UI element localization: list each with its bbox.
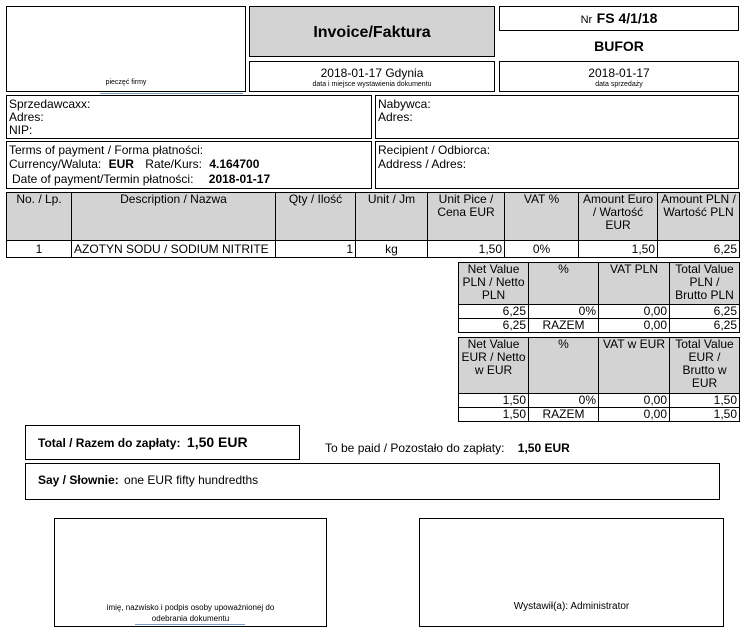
issuer-signature-box [419,518,724,627]
invoice-status: BUFOR [594,38,644,54]
items-header-amount-eur: Amount Euro / Wartość EUR [579,193,658,241]
company-stamp-label: pieczęć firmy [105,79,147,86]
summary-pln-table [458,262,740,333]
issue-date-place: 2018-01-17 Gdynia [320,66,424,80]
items-header-description: Description / Nazwa [72,193,276,241]
summary-eur-header-total: Total Value EUR / Brutto w EUR [670,338,740,394]
summary-eur-net: 1,50 [459,394,529,408]
say-line [38,473,258,487]
to-be-paid-value: 1,50 EUR [517,441,570,455]
summary-pln-pct: RAZEM [529,319,599,333]
items-table [6,192,740,258]
table-row [459,394,740,408]
issuer-signature-label: Wystawił(a): Administrator [513,601,630,612]
payment-box [6,141,372,189]
buyer-address-label: Adres: [378,110,413,124]
item-amount-eur: 1,50 [579,241,658,258]
table-row [7,241,740,258]
invoice-title-box [249,6,495,57]
total-value: 1,50 EUR [186,434,248,450]
recipient-address-label: Address / Adres: [378,157,467,171]
rate-value: 4.164700 [209,157,260,171]
item-vat: 0% [505,241,579,258]
items-header-unit: Unit / Jm [356,193,428,241]
company-stamp-box [6,6,246,92]
invoice-number-line [500,10,738,28]
total-line [38,434,248,452]
total-label: Total / Razem do zapłaty: [38,436,181,450]
item-amount-pln: 6,25 [658,241,740,258]
sale-date-box [499,61,739,92]
rate-label: Rate/Kurs: [145,157,202,171]
summary-eur-header-row [459,338,740,394]
summary-eur-pct: 0% [529,394,599,408]
seller-label: Sprzedawcaxx: [9,97,91,111]
summary-pln-net: 6,25 [459,319,529,333]
summary-eur-table [458,337,740,422]
summary-pln-total: 6,25 [670,319,740,333]
currency-value: EUR [108,157,134,171]
summary-pln-vat: 0,00 [599,305,670,319]
say-value: one EUR fifty hundredths [124,473,259,487]
seller-nip-label: NIP: [9,123,33,137]
say-label: Say / Słownie: [38,473,119,487]
recipient-label: Recipient / Odbiorca: [378,143,491,157]
payment-date-value: 2018-01-17 [208,172,271,186]
stamp-underline [100,93,243,94]
summary-pln-total: 6,25 [670,305,740,319]
seller-box [6,95,372,139]
recipient-box [375,141,739,189]
item-qty: 1 [276,241,356,258]
items-header-vat: VAT % [505,193,579,241]
summary-pln-header-row [459,263,740,305]
summary-eur-header-vat: VAT w EUR [599,338,670,394]
total-box [25,425,300,460]
payment-terms-label: Terms of payment / Forma płatności: [9,143,204,157]
item-no: 1 [7,241,72,258]
summary-pln-header-pct: % [529,263,599,305]
payment-date-line [12,172,270,186]
summary-eur-total: 1,50 [670,394,740,408]
summary-eur-vat: 0,00 [599,394,670,408]
table-row [459,319,740,333]
summary-pln-header-total: Total Value PLN / Brutto PLN [670,263,740,305]
table-row [459,408,740,422]
summary-pln-net: 6,25 [459,305,529,319]
receiver-signature-label-2: odebrania dokumentu [151,614,230,623]
item-description: AZOTYN SODU / SODIUM NITRITE [72,241,276,258]
say-box [25,463,720,500]
invoice-title: Invoice/Faktura [313,24,431,41]
buyer-box [375,95,739,139]
items-header-row [7,193,740,241]
currency-label: Currency/Waluta: [9,157,102,171]
receiver-signature-label-1: imię, nazwisko i podpis osoby upoważnionej do [106,603,275,612]
buyer-label: Nabywca: [378,97,431,111]
items-header-amount-pln: Amount PLN / Wartość PLN [658,193,740,241]
items-header-qty: Qty / Ilość [276,193,356,241]
seller-address-label: Adres: [9,110,44,124]
to-be-paid-line [325,441,570,455]
summary-eur-net: 1,50 [459,408,529,422]
item-unit: kg [356,241,428,258]
table-row [459,305,740,319]
summary-pln-vat: 0,00 [599,319,670,333]
summary-eur-vat: 0,00 [599,408,670,422]
sale-date: 2018-01-17 [588,66,650,80]
payment-date-label: Date of payment/Termin płatności: [12,172,194,186]
item-unit-price: 1,50 [428,241,505,258]
summary-pln-pct: 0% [529,305,599,319]
items-header-unit-price: Unit Pice / Cena EUR [428,193,505,241]
invoice-number-box [499,6,739,31]
summary-eur-pct: RAZEM [529,408,599,422]
summary-eur-total: 1,50 [670,408,740,422]
payment-currency-line [9,157,259,171]
invoice-number-prefix: Nr [580,14,593,26]
issue-date-box [249,61,495,92]
invoice-number: FS 4/1/18 [596,10,658,26]
receiver-signature-underline [135,624,245,625]
receiver-signature-box [54,518,327,627]
summary-pln-header-net: Net Value PLN / Netto PLN [459,263,529,305]
to-be-paid-label: To be paid / Pozostało do zapłaty: [325,441,505,455]
summary-eur-header-net: Net Value EUR / Netto w EUR [459,338,529,394]
sale-date-label: data sprzedaży [595,81,643,88]
summary-eur-header-pct: % [529,338,599,394]
issue-date-place-label: data i miejsce wystawienia dokumentu [312,81,432,88]
summary-pln-header-vat: VAT PLN [599,263,670,305]
items-header-no: No. / Lp. [7,193,72,241]
